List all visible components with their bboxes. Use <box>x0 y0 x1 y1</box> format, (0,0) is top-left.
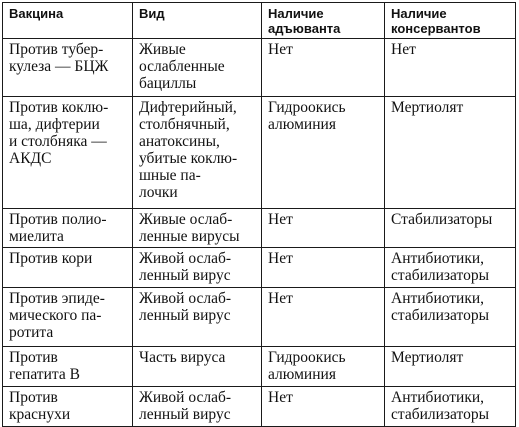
cell-text-line: бациллы <box>139 75 197 92</box>
cell-text-line: Гидроокись <box>268 349 346 366</box>
cell-text-line: Антибиотики, <box>391 290 485 307</box>
cell-text-line: Живой ослаб- <box>139 250 231 267</box>
cell-text-line: Вид <box>139 6 165 21</box>
cell-text-line: Наличие <box>268 6 324 21</box>
cell-adjuvant <box>262 39 385 97</box>
cell-text-line: стабилизаторы <box>391 406 490 423</box>
cell-text-line: анатоксины, <box>139 133 220 150</box>
cell-text-line: ленные вирусы <box>139 228 240 245</box>
cell-vaccine <box>3 347 133 387</box>
cell-text-line: и столбняка — <box>9 133 107 150</box>
cell-text-line: алюминия <box>268 116 336 133</box>
cell-text-line: краснухи <box>9 406 71 423</box>
cell-text-line: Мертиолят <box>391 99 464 116</box>
cell-text-line: Против полио- <box>9 211 107 228</box>
cell-text-line: Против эпиде- <box>9 290 105 307</box>
cell-text-line: ротита <box>9 324 54 341</box>
cell-text-line: Антибиотики, <box>391 250 485 267</box>
cell-text-line: алюминия <box>268 366 336 383</box>
cell-text-line: ленный вирус <box>139 406 231 423</box>
cell-text-line: Против <box>9 349 58 366</box>
table-row <box>3 288 516 347</box>
cell-type <box>133 248 262 288</box>
cell-text-line: лочки <box>139 184 178 201</box>
cell-adjuvant <box>262 347 385 387</box>
header-row <box>3 3 516 39</box>
table-row <box>3 209 516 248</box>
table-row <box>3 39 516 97</box>
cell-text-line: стабилизаторы <box>391 307 490 324</box>
cell-text-line: Против коклю- <box>9 99 109 116</box>
header-type <box>133 3 262 39</box>
cell-text-line: Нет <box>268 41 293 58</box>
cell-adjuvant <box>262 288 385 347</box>
cell-text-line: столбнячный, <box>139 116 230 133</box>
cell-text-line: ослабленные <box>139 58 225 75</box>
table-row <box>3 97 516 209</box>
cell-text-line: Мертиолят <box>391 349 464 366</box>
cell-type <box>133 288 262 347</box>
cell-preservatives <box>385 97 516 209</box>
vaccine-table-container <box>2 2 516 427</box>
header-adjuvant <box>262 3 385 39</box>
cell-adjuvant <box>262 387 385 427</box>
cell-vaccine <box>3 97 133 209</box>
cell-text-line: Нет <box>268 389 293 406</box>
cell-type <box>133 209 262 248</box>
cell-text-line: Гидроокись <box>268 99 346 116</box>
cell-preservatives <box>385 387 516 427</box>
cell-text-line: Нет <box>268 290 293 307</box>
cell-text-line: ша, дифтерии <box>9 116 100 133</box>
cell-adjuvant <box>262 248 385 288</box>
cell-type <box>133 347 262 387</box>
cell-text-line: шные па- <box>139 167 201 184</box>
cell-text-line: стабилизаторы <box>391 267 490 284</box>
table-row <box>3 387 516 427</box>
cell-text-line: Нет <box>391 41 416 58</box>
cell-type <box>133 97 262 209</box>
cell-preservatives <box>385 209 516 248</box>
cell-text-line: Живые ослаб- <box>139 211 233 228</box>
cell-text-line: Против тубер- <box>9 41 104 58</box>
cell-vaccine <box>3 209 133 248</box>
cell-type <box>133 387 262 427</box>
cell-vaccine <box>3 387 133 427</box>
table-row <box>3 347 516 387</box>
cell-text-line: Живой ослаб- <box>139 389 231 406</box>
cell-text-line: АКДС <box>9 150 52 167</box>
cell-text-line: кулеза — БЦЖ <box>9 58 109 75</box>
cell-text-line: адъюванта <box>268 21 341 36</box>
header-vaccine <box>3 3 133 39</box>
cell-adjuvant <box>262 97 385 209</box>
table-row <box>3 248 516 288</box>
cell-text-line: миелита <box>9 228 64 245</box>
cell-adjuvant <box>262 209 385 248</box>
cell-text-line: Нет <box>268 250 293 267</box>
cell-type <box>133 39 262 97</box>
cell-vaccine <box>3 248 133 288</box>
cell-text-line: Нет <box>268 211 293 228</box>
cell-text-line: Против <box>9 389 58 406</box>
vaccine-table <box>2 2 516 427</box>
cell-preservatives <box>385 288 516 347</box>
cell-text-line: Против кори <box>9 250 93 267</box>
cell-preservatives <box>385 39 516 97</box>
cell-text-line: гепатита В <box>9 366 80 383</box>
cell-text-line: Антибиотики, <box>391 389 485 406</box>
cell-text-line: Стабилизаторы <box>391 211 493 228</box>
cell-text-line: Дифтерийный, <box>139 99 237 116</box>
cell-text-line: консервантов <box>391 21 481 36</box>
header-preservatives <box>385 3 516 39</box>
cell-text-line: Часть вируса <box>139 349 226 366</box>
cell-text-line: Живой ослаб- <box>139 290 231 307</box>
cell-text-line: мического па- <box>9 307 102 324</box>
cell-preservatives <box>385 248 516 288</box>
cell-vaccine <box>3 39 133 97</box>
cell-vaccine <box>3 288 133 347</box>
cell-text-line: Вакцина <box>9 6 64 21</box>
cell-preservatives <box>385 347 516 387</box>
cell-text-line: ленный вирус <box>139 307 231 324</box>
cell-text-line: убитые коклю- <box>139 150 238 167</box>
cell-text-line: Живые <box>139 41 186 58</box>
cell-text-line: Наличие <box>391 6 447 21</box>
cell-text-line: ленный вирус <box>139 267 231 284</box>
